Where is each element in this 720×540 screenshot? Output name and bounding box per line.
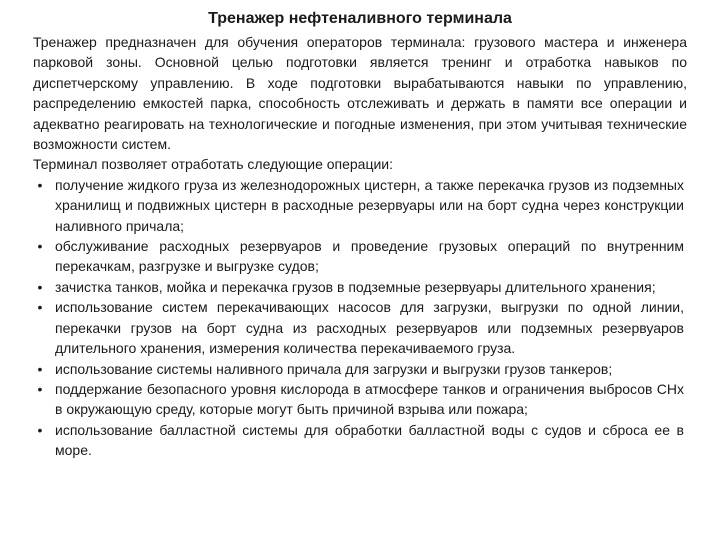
bullet-icon: • bbox=[37, 176, 43, 193]
page-title: Тренажер нефтеналивного терминала bbox=[208, 10, 512, 27]
operations-lead: Терминал позволяет отработать следующие операции: bbox=[33, 156, 394, 173]
bullet-icon: • bbox=[37, 238, 43, 255]
bullet-icon: • bbox=[37, 421, 43, 438]
list-item-text: использование системы наливного причала для загрузки и выгрузки грузов танкеров; bbox=[55, 360, 613, 377]
bullet-icon: • bbox=[37, 299, 43, 316]
list-item bbox=[33, 175, 687, 236]
list-item-text: использование балластной системы для обработки балластной воды с судов и сброса ее в море. bbox=[55, 421, 684, 459]
list-item-text: обслуживание расходных резервуаров и проведение грузовых операций по внутренним перекачкам, разгрузке и выгрузке судов; bbox=[55, 238, 684, 275]
list-item-text: зачистка танков, мойка и перекачка грузов в подземные резервуары длительного хранения; bbox=[55, 278, 656, 295]
bullet-icon: • bbox=[37, 380, 43, 397]
list-item bbox=[33, 379, 687, 420]
list-item bbox=[33, 277, 687, 297]
list-item-text: поддержание безопасного уровня кислорода в атмосфере танков и ограничения выбросов CHx в окружающую среду, которые могут быть причиной взрыва или пожара; bbox=[55, 380, 684, 418]
list-item-text: получение жидкого груза из железнодорожных цистерн, а также перекачка грузов из подземных хранилищ и подвижных цистерн в расходные резервуары или на борт судна через конструкции наливного причала; bbox=[55, 176, 684, 234]
bullet-icon: • bbox=[37, 360, 43, 377]
list-item bbox=[33, 359, 687, 379]
list-item bbox=[33, 420, 687, 461]
operations-list bbox=[33, 175, 687, 461]
list-item-text: использование систем перекачивающих насосов для загрузки, выгрузки по одной линии, перекачки грузов на борт судна из расходных резервуаров или подземных резервуаров длительного хранения, измерения количества перекачиваемого груза. bbox=[55, 299, 684, 357]
bullet-icon: • bbox=[37, 278, 43, 295]
list-item bbox=[33, 297, 687, 358]
list-item bbox=[33, 236, 687, 277]
intro-paragraph: Тренажер предназначен для обучения операторов терминала: грузового мастера и инженера парковой зоны. Основной целью подготовки является тренинг и отработка навыков по диспетчерскому управлению. В ходе подготовки вырабатываются навыки по управлению, распределению емкостей парка, способность отслеживать и держать в памяти все операции и адекватно реагировать на технологические и погодные изменения, при этом учитывая технические возможности систем. bbox=[33, 34, 687, 153]
